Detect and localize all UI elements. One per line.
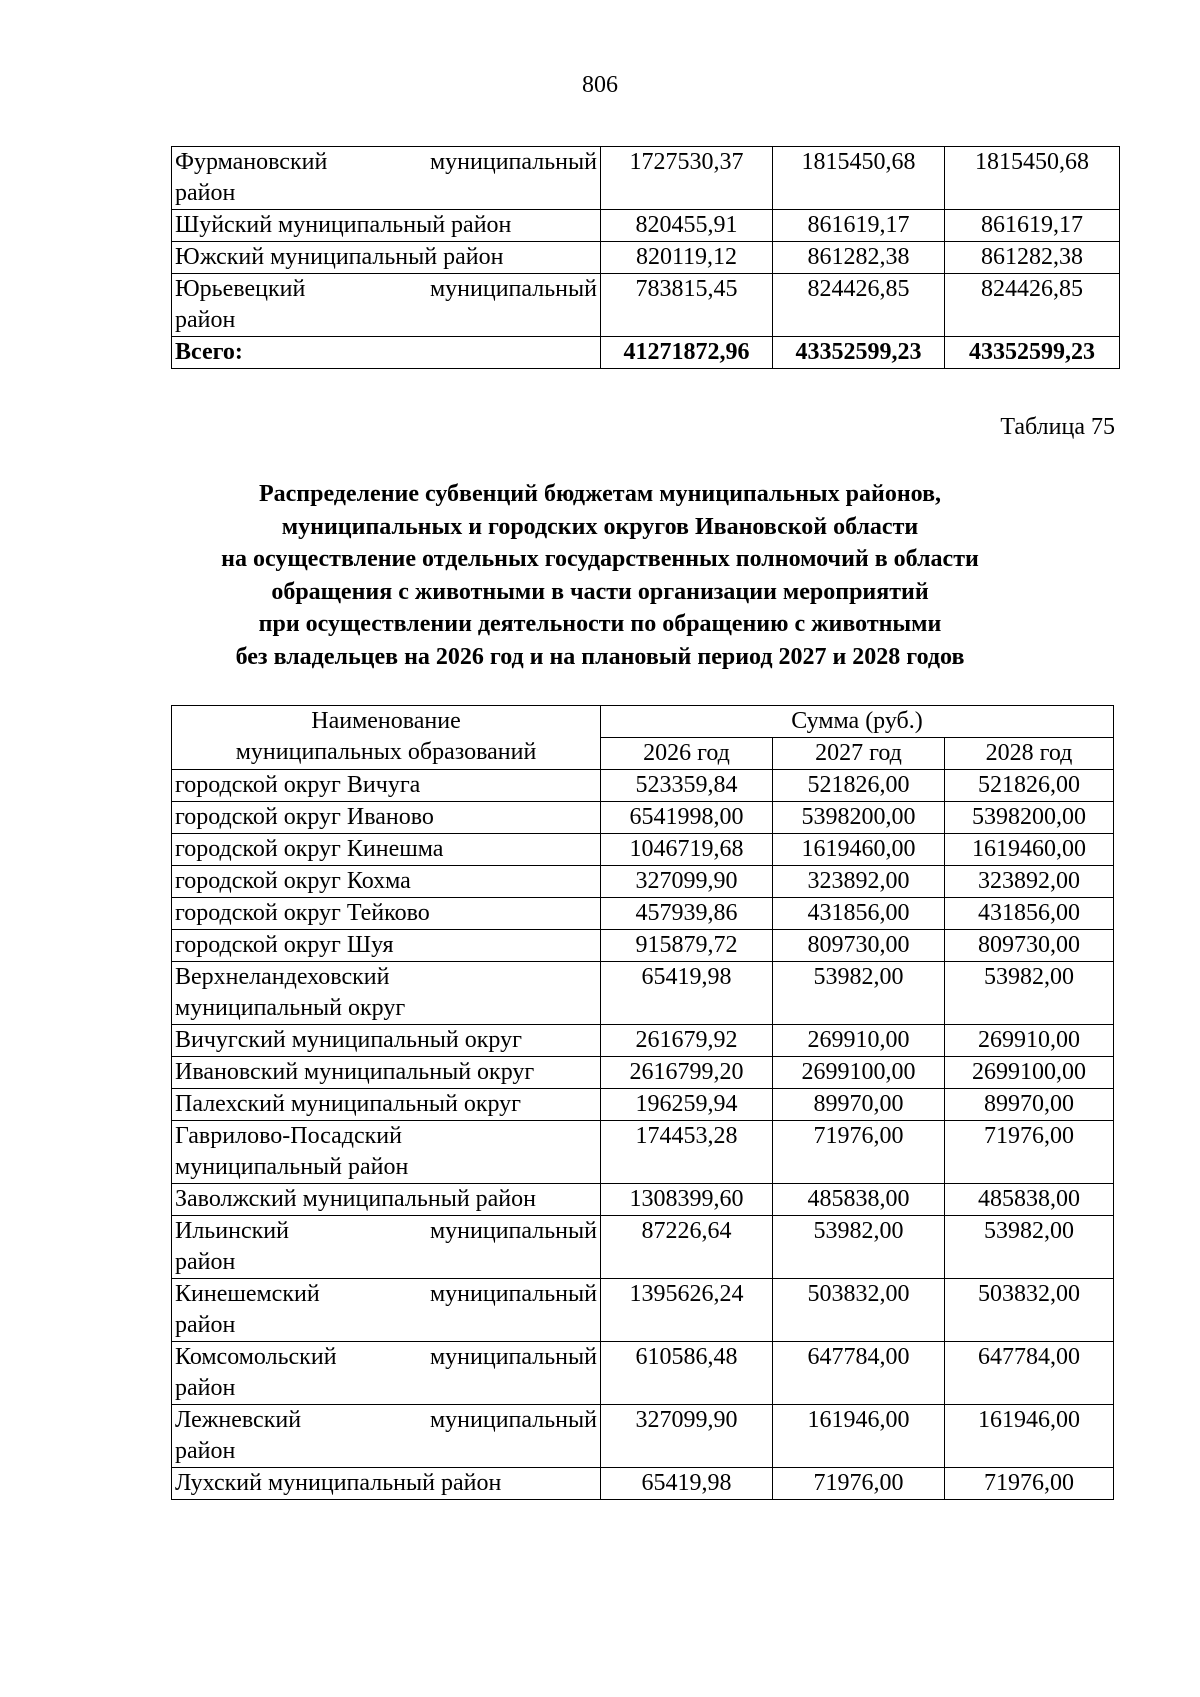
- year-2028-header: 2028 год: [945, 738, 1114, 770]
- value-2027-cell: 2699100,00: [773, 1057, 945, 1089]
- value-2028-cell: 647784,00: [945, 1342, 1114, 1405]
- value-2026-cell: 6541998,00: [601, 802, 773, 834]
- header-row: [172, 706, 1114, 738]
- value-2027-cell: 809730,00: [773, 930, 945, 962]
- table-row: [172, 1468, 1114, 1500]
- header-line: Наименование: [311, 708, 461, 734]
- row-name-cell: городской округ Кохма: [172, 866, 601, 898]
- subvention-table: [171, 705, 1114, 1500]
- value-2028-cell: 1619460,00: [945, 834, 1114, 866]
- value-2027-cell: 53982,00: [773, 1216, 945, 1279]
- row-name-part: Кинешемский: [175, 1281, 320, 1307]
- row-name-part: район: [175, 180, 236, 206]
- row-name-cell: [172, 147, 601, 210]
- row-name-cell: [172, 1405, 601, 1468]
- value-2027-cell: 5398200,00: [773, 802, 945, 834]
- row-name-part: район: [175, 307, 236, 333]
- value-2026-cell: 196259,94: [601, 1089, 773, 1121]
- table-row: [172, 1216, 1114, 1279]
- row-name-cell: городской округ Вичуга: [172, 770, 601, 802]
- row-name-part: район: [175, 1312, 236, 1338]
- value-2026-cell: 915879,72: [601, 930, 773, 962]
- continued-table: [171, 146, 1120, 369]
- value-2026-cell: 261679,92: [601, 1025, 773, 1057]
- row-name-part: Гаврилово-Посадский: [175, 1123, 402, 1149]
- row-name-cell: городской округ Тейково: [172, 898, 601, 930]
- value-2028-cell: 485838,00: [945, 1184, 1114, 1216]
- table-row: [172, 770, 1114, 802]
- value-2028-cell: 53982,00: [945, 1216, 1114, 1279]
- value-2027-cell: 824426,85: [773, 274, 945, 337]
- value-2027-cell: 861619,17: [773, 210, 945, 242]
- sum-column-header: Сумма (руб.): [601, 706, 1114, 738]
- table-row: [172, 1342, 1114, 1405]
- value-2028-cell: 431856,00: [945, 898, 1114, 930]
- value-2028-cell: 809730,00: [945, 930, 1114, 962]
- row-name-part: муниципальный: [429, 1218, 597, 1244]
- value-2026-cell: 1395626,24: [601, 1279, 773, 1342]
- value-2028-cell: 161946,00: [945, 1405, 1114, 1468]
- row-name-cell: Палехский муниципальный округ: [172, 1089, 601, 1121]
- page-number: 806: [582, 72, 618, 98]
- row-name-part: муниципальный: [429, 1407, 597, 1433]
- row-name-part: муниципальный район: [175, 1154, 409, 1180]
- total-2026-cell: 41271872,96: [601, 337, 773, 369]
- value-2026-cell: 1308399,60: [601, 1184, 773, 1216]
- table-number: Таблица 75: [1000, 414, 1115, 440]
- row-name-cell: [172, 1216, 601, 1279]
- value-2028-cell: 521826,00: [945, 770, 1114, 802]
- value-2027-cell: 503832,00: [773, 1279, 945, 1342]
- title-line: муниципальных и городских округов Ивановской области: [281, 513, 919, 540]
- row-name-cell: Шуйский муниципальный район: [172, 210, 601, 242]
- table-row: [172, 210, 1120, 242]
- value-2028-cell: 5398200,00: [945, 802, 1114, 834]
- total-row: [172, 337, 1120, 369]
- table-row: [172, 834, 1114, 866]
- row-name-cell: [172, 962, 601, 1025]
- value-2026-cell: 610586,48: [601, 1342, 773, 1405]
- value-2027-cell: 521826,00: [773, 770, 945, 802]
- value-2027-cell: 431856,00: [773, 898, 945, 930]
- year-2026-header: 2026 год: [601, 738, 773, 770]
- table-row: [172, 1279, 1114, 1342]
- row-name-cell: городской округ Шуя: [172, 930, 601, 962]
- title-line: при осуществлении деятельности по обращению с животными: [258, 611, 942, 637]
- value-2026-cell: 1727530,37: [601, 147, 773, 210]
- value-2026-cell: 457939,86: [601, 898, 773, 930]
- value-2026-cell: 174453,28: [601, 1121, 773, 1184]
- row-name-part: муниципальный: [429, 149, 597, 175]
- value-2026-cell: 523359,84: [601, 770, 773, 802]
- value-2027-cell: 161946,00: [773, 1405, 945, 1468]
- header-line: муниципальных образований: [235, 739, 537, 765]
- table-row: [172, 1057, 1114, 1089]
- row-name-cell: городской округ Иваново: [172, 802, 601, 834]
- row-name-part: Верхнеландеховский: [175, 964, 390, 990]
- value-2026-cell: 820119,12: [601, 242, 773, 274]
- row-name-cell: городской округ Кинешма: [172, 834, 601, 866]
- year-2027-header: 2027 год: [773, 738, 945, 770]
- row-name-cell: [172, 1279, 601, 1342]
- row-name-cell: Ивановский муниципальный округ: [172, 1057, 601, 1089]
- value-2027-cell: 269910,00: [773, 1025, 945, 1057]
- value-2028-cell: 269910,00: [945, 1025, 1114, 1057]
- title-line: Распределение субвенций бюджетам муниципальных районов,: [258, 481, 942, 507]
- table-row: [172, 1405, 1114, 1468]
- title-line: на осуществление отдельных государственных полномочий в области: [221, 546, 979, 572]
- table-row: [172, 1184, 1114, 1216]
- total-2028-cell: 43352599,23: [945, 337, 1120, 369]
- row-name-part: Фурмановский: [175, 149, 328, 175]
- table-row: [172, 866, 1114, 898]
- row-name-cell: [172, 1342, 601, 1405]
- value-2028-cell: 2699100,00: [945, 1057, 1114, 1089]
- value-2027-cell: 71976,00: [773, 1121, 945, 1184]
- table-row: [172, 962, 1114, 1025]
- row-name-part: район: [175, 1249, 236, 1275]
- row-name-part: муниципальный: [429, 276, 597, 302]
- value-2028-cell: 1815450,68: [945, 147, 1120, 210]
- total-label: Всего:: [172, 337, 601, 369]
- value-2026-cell: 1046719,68: [601, 834, 773, 866]
- value-2027-cell: 53982,00: [773, 962, 945, 1025]
- value-2028-cell: 71976,00: [945, 1468, 1114, 1500]
- value-2028-cell: 323892,00: [945, 866, 1114, 898]
- table-row: [172, 930, 1114, 962]
- title-line: без владельцев на 2026 год и на плановый период 2027 и 2028 годов: [235, 643, 965, 670]
- value-2028-cell: 71976,00: [945, 1121, 1114, 1184]
- row-name-part: муниципальный: [429, 1344, 597, 1370]
- value-2027-cell: 647784,00: [773, 1342, 945, 1405]
- row-name-part: район: [175, 1438, 236, 1464]
- total-2027-cell: 43352599,23: [773, 337, 945, 369]
- row-name-part: муниципальный округ: [175, 995, 406, 1021]
- row-name-part: Комсомольский: [175, 1344, 337, 1370]
- row-name-cell: Лухский муниципальный район: [172, 1468, 601, 1500]
- table-row: [172, 1025, 1114, 1057]
- row-name-part: Ильинский: [175, 1218, 289, 1244]
- title-line: обращения с животными в части организации мероприятий: [271, 578, 929, 605]
- value-2027-cell: 861282,38: [773, 242, 945, 274]
- row-name-cell: [172, 274, 601, 337]
- row-name-cell: Южский муниципальный район: [172, 242, 601, 274]
- value-2028-cell: 824426,85: [945, 274, 1120, 337]
- table-row: [172, 242, 1120, 274]
- value-2026-cell: 87226,64: [601, 1216, 773, 1279]
- table-row: [172, 147, 1120, 210]
- row-name-part: муниципальный: [429, 1281, 597, 1307]
- name-column-header: [172, 706, 601, 770]
- table-body: [172, 770, 1114, 1500]
- table-row: [172, 802, 1114, 834]
- value-2026-cell: 65419,98: [601, 1468, 773, 1500]
- value-2028-cell: 861619,17: [945, 210, 1120, 242]
- row-name-cell: Заволжский муниципальный район: [172, 1184, 601, 1216]
- value-2027-cell: 1815450,68: [773, 147, 945, 210]
- value-2027-cell: 71976,00: [773, 1468, 945, 1500]
- value-2028-cell: 503832,00: [945, 1279, 1114, 1342]
- value-2027-cell: 323892,00: [773, 866, 945, 898]
- value-2026-cell: 65419,98: [601, 962, 773, 1025]
- value-2026-cell: 820455,91: [601, 210, 773, 242]
- value-2028-cell: 861282,38: [945, 242, 1120, 274]
- value-2026-cell: 2616799,20: [601, 1057, 773, 1089]
- value-2027-cell: 89970,00: [773, 1089, 945, 1121]
- value-2027-cell: 485838,00: [773, 1184, 945, 1216]
- table-row: [172, 898, 1114, 930]
- table-row: [172, 1089, 1114, 1121]
- row-name-part: Юрьевецкий: [175, 276, 306, 302]
- value-2026-cell: 783815,45: [601, 274, 773, 337]
- table-row: [172, 274, 1120, 337]
- value-2028-cell: 53982,00: [945, 962, 1114, 1025]
- table-row: [172, 1121, 1114, 1184]
- row-name-part: Лежневский: [175, 1407, 302, 1433]
- row-name-cell: [172, 1121, 601, 1184]
- value-2026-cell: 327099,90: [601, 1405, 773, 1468]
- value-2027-cell: 1619460,00: [773, 834, 945, 866]
- table-title: [100, 478, 1100, 673]
- value-2026-cell: 327099,90: [601, 866, 773, 898]
- row-name-cell: Вичугский муниципальный округ: [172, 1025, 601, 1057]
- row-name-part: район: [175, 1375, 236, 1401]
- value-2028-cell: 89970,00: [945, 1089, 1114, 1121]
